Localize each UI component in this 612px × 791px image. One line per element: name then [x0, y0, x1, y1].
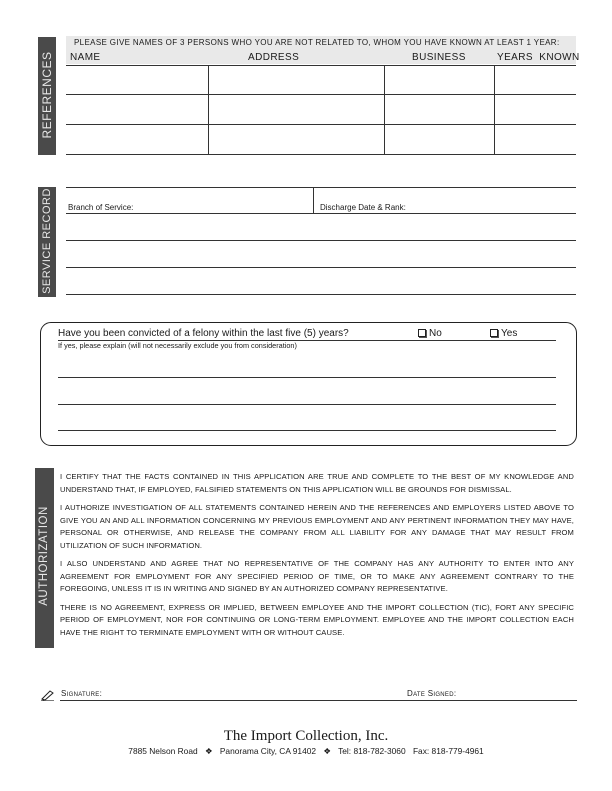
- city: Panorama City, CA 91402: [219, 746, 317, 756]
- column-name: NAME: [70, 52, 101, 63]
- references-row-line[interactable]: [66, 124, 576, 125]
- references-instruction: PLEASE GIVE NAMES OF 3 PERSONS WHO YOU ARE NOT RELATED TO, WHOM YOU HAVE KNOWN AT LEAST 1 YEAR:: [74, 38, 560, 47]
- service-record-line[interactable]: [66, 267, 576, 268]
- discharge-date-rank-label: Discharge Date & Rank:: [320, 203, 406, 212]
- felony-explain-line[interactable]: [58, 430, 556, 431]
- company-address-line: [0, 746, 612, 756]
- references-col-divider: [208, 65, 209, 154]
- felony-explain-line[interactable]: [58, 377, 556, 378]
- service-record-sidebar-label: SERVICE RECORD: [41, 188, 53, 294]
- references-sidebar-label: REFERENCES: [40, 51, 54, 139]
- references-col-divider: [384, 65, 385, 154]
- service-record-line[interactable]: [66, 240, 576, 241]
- felony-no-label: No: [429, 328, 442, 339]
- felony-explain-label: If yes, please explain (will not necessarily exclude you from consideration): [58, 341, 297, 350]
- references-col-divider: [494, 65, 495, 154]
- references-row-line[interactable]: [66, 94, 576, 95]
- column-years-known: YEARS KNOWN: [497, 52, 580, 63]
- authorization-paragraph: I ALSO UNDERSTAND AND AGREE THAT NO REPRESENTATIVE OF THE COMPANY HAS ANY AUTHORITY TO ENTER INTO ANY AGREEMENT FOR EMPLOYMENT FOR ANY SPECIFIED PERIOD OF TIME, OR TO MAKE ANY AGREEMENT CONTRARY TO THE FOREGOING, UNLESS IT IS IN WRITING AND SIGNED BY AN AUTHORIZED COMPANY REPRESENTATIVE.: [60, 559, 574, 593]
- diamond-icon: ❖: [205, 746, 213, 756]
- service-record-sidebar: [38, 187, 56, 297]
- references-row-line: [66, 65, 576, 66]
- references-row-line[interactable]: [66, 154, 576, 155]
- authorization-text: [60, 471, 574, 645]
- felony-yes-option[interactable]: [490, 328, 517, 339]
- felony-explain-line[interactable]: [58, 404, 556, 405]
- signature-line[interactable]: [60, 700, 577, 701]
- service-record-top-line: [66, 187, 576, 188]
- fax: Fax: 818-779-4961: [412, 746, 484, 756]
- column-address: ADDRESS: [248, 52, 300, 63]
- felony-question: Have you been convicted of a felony within the last five (5) years?: [58, 328, 349, 339]
- authorization-paragraph: THERE IS NO AGREEMENT, EXPRESS OR IMPLIED, BETWEEN EMPLOYEE AND THE IMPORT COLLECTION (TIC), FORT ANY SPECIFIC PERIOD OF EMPLOYMENT, NOR FOR CONTINUING OR LONG-TERM EMPLOYMENT. EMPLOYEE AND THE IMPORT COLLECTION EACH HAVE THE RIGHT TO TERMINATE EMPLOYMENT WITH OR WITHOUT CAUSE.: [60, 602, 574, 637]
- service-record-line[interactable]: [66, 213, 576, 214]
- felony-no-option[interactable]: [418, 328, 442, 339]
- authorization-paragraph: I CERTIFY THAT THE FACTS CONTAINED IN THIS APPLICATION ARE TRUE AND COMPLETE TO THE BEST OF MY KNOWLEDGE AND UNDERSTAND THAT, IF EMPLOYED, FALSIFIED STATEMENTS ON THIS APPLICATION WILL BE GROUNDS FOR DISMISSAL.: [60, 472, 574, 494]
- address: 7885 Nelson Road: [128, 746, 198, 756]
- references-sidebar: [38, 37, 56, 155]
- checkbox-icon[interactable]: [490, 329, 498, 337]
- date-signed-label: Date Signed:: [407, 689, 457, 698]
- pen-icon: [41, 688, 55, 700]
- column-business: BUSINESS: [412, 52, 466, 63]
- diamond-icon: ❖: [323, 746, 331, 756]
- telephone: Tel: 818-782-3060: [338, 746, 406, 756]
- branch-of-service-label: Branch of Service:: [68, 203, 134, 212]
- felony-yes-label: Yes: [501, 328, 518, 339]
- service-record-line[interactable]: [66, 294, 576, 295]
- checkbox-icon[interactable]: [418, 329, 426, 337]
- service-record-divider: [313, 187, 314, 214]
- signature-label: Signature:: [61, 689, 103, 698]
- company-name: The Import Collection, Inc.: [223, 728, 389, 744]
- authorization-sidebar: [35, 468, 54, 648]
- authorization-sidebar-label: AUTHORIZATION: [38, 506, 50, 606]
- authorization-paragraph: I AUTHORIZE INVESTIGATION OF ALL STATEMENTS CONTAINED HEREIN AND THE REFERENCES AND EMPLOYERS LISTED ABOVE TO GIVE YOU AN AND ALL INFORMATION CONCERNING MY PREVIOUS EMPLOYMENT AND ANY PERTINENT INFORMATION THEY MAY HAVE, PERSONAL OR OTHERWISE, AND RELEASE THE COMPANY FROM ALL LIABILITY FOR ANY DAMAGE THAT MAY RESULT FROM UTILIZATION OF SUCH INFORMATION.: [60, 503, 574, 550]
